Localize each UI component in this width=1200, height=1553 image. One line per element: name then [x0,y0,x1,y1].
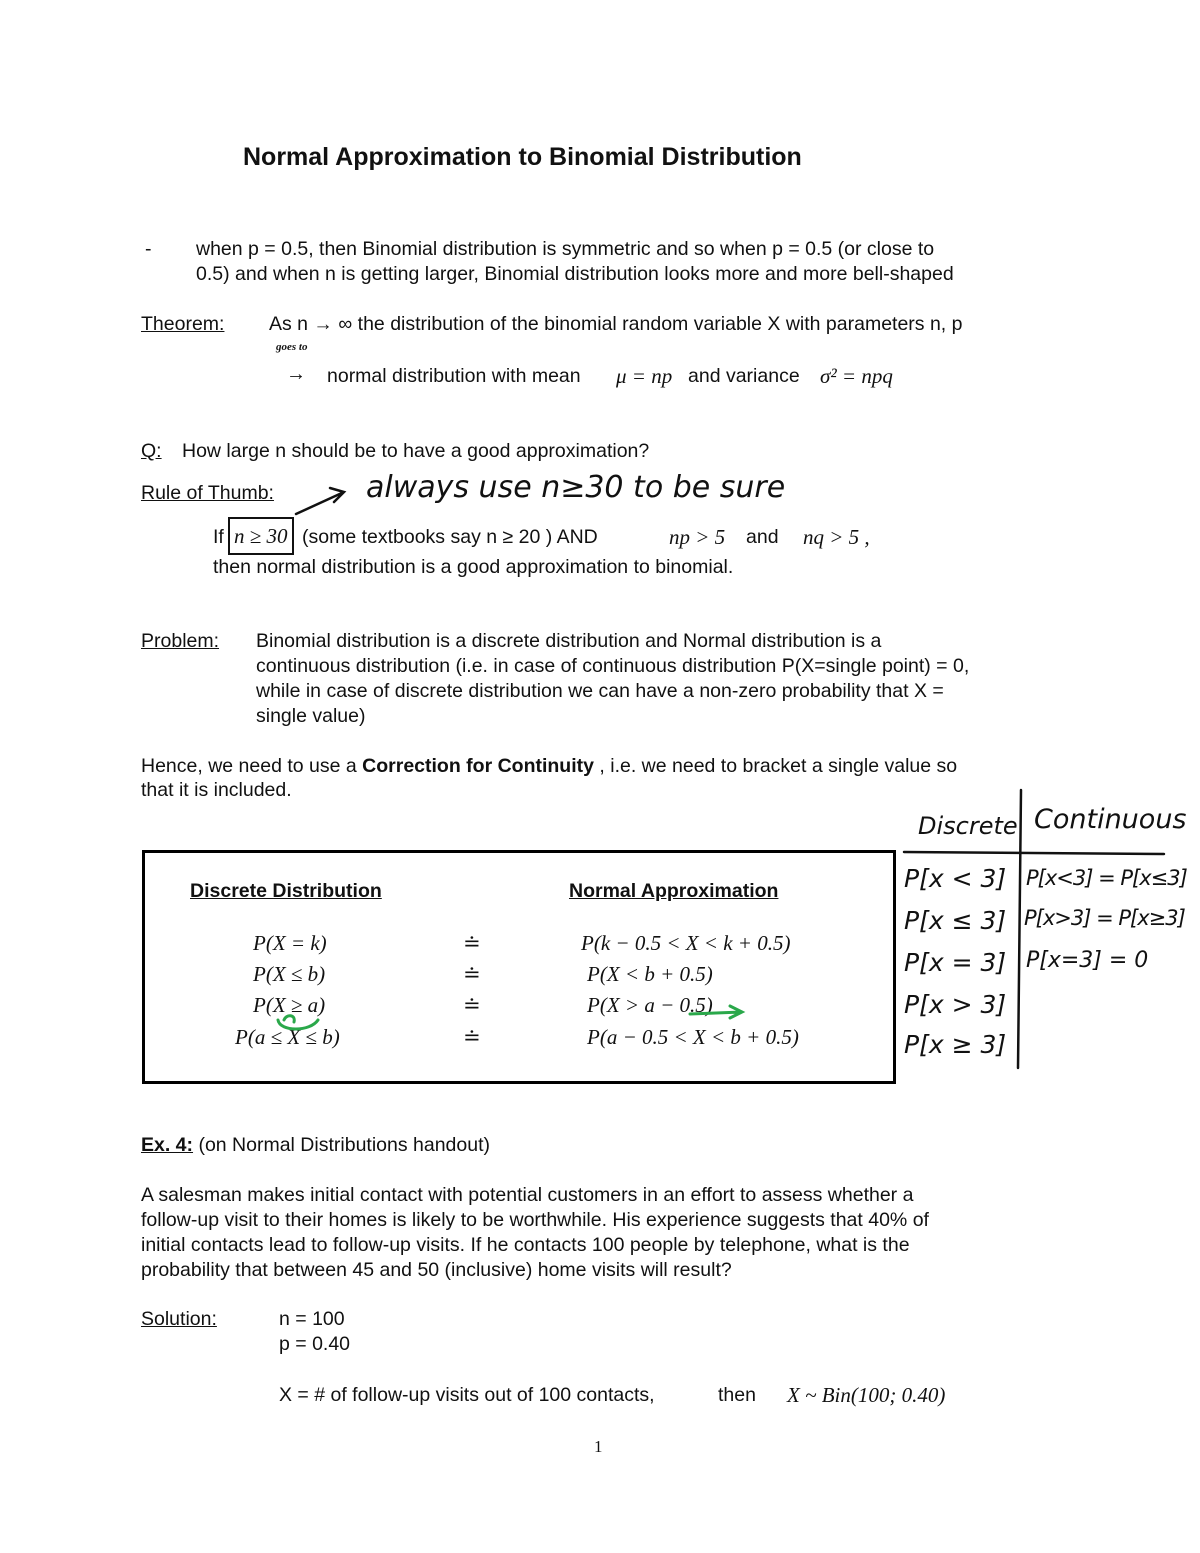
side-header-discrete: Discrete [918,812,1018,840]
rule-if: If [213,526,224,548]
theorem-line-2-prefix: normal distribution with mean [327,365,581,387]
boxed-condition: n ≥ 30 [228,517,294,555]
hence-line-2: that it is included. [141,779,292,801]
bullet-dash: - [145,238,152,260]
approx-symbol-3: ≐ [463,993,481,1017]
example-line-4: probability that between 45 and 50 (inclusive) home visits will result? [141,1259,732,1281]
table-right-row-2: P(X < b + 0.5) [587,962,713,986]
bullet-line-1: when p = 0.5, then Binomial distribution is symmetric and so when p = 0.5 (or close to [196,238,935,260]
example-label-note: (on Normal Distributions handout) [193,1134,490,1156]
table-right-row-3: P(X > a − 0.5) [587,993,713,1017]
arrow-icon: → [286,363,306,385]
solution-n: n = 100 [279,1308,345,1330]
question-label: Q: [141,440,162,462]
green-arrow-annotation-icon [686,1000,750,1022]
page-number: 1 [594,1437,603,1456]
theorem-label: Theorem: [141,313,225,335]
problem-line-3: while in case of discrete distribution we can have a non-zero probability that X = [256,680,944,702]
hence-line-1 [141,755,957,778]
example-line-2: follow-up visit to their homes is likely to be worthwhile. His experience suggests that 40% of [141,1209,929,1231]
rule-label: Rule of Thumb: [141,482,274,504]
side-continuous-1: P[x<3] = P[x≤3] [1026,866,1187,890]
approx-symbol-4: ≐ [463,1025,481,1049]
side-continuous-2: P[x>3] = P[x≥3] [1024,906,1185,930]
theorem-line-2-mid: and variance [688,365,800,387]
example-line-1: A salesman makes initial contact with potential customers in an effort to assess whether a [141,1184,914,1206]
approx-symbol-2: ≐ [463,962,481,986]
problem-line-2: continuous distribution (i.e. in case of continuous distribution P(X=single point) = 0, [256,655,970,677]
handwritten-arrow-icon [292,482,352,522]
theorem-variance: σ² = npq [820,364,893,388]
problem-line-1: Binomial distribution is a discrete distribution and Normal distribution is a [256,630,882,652]
hence-pre: Hence, we need to use a [141,755,363,777]
problem-line-4: single value) [256,705,366,727]
green-circle-annotation-icon [270,1010,330,1034]
rule-middle: (some textbooks say n ≥ 20 ) AND [302,526,598,548]
table-right-row-4: P(a − 0.5 < X < b + 0.5) [587,1025,799,1049]
table-header-left: Discrete Distribution [190,880,382,902]
hence-post: , i.e. we need to bracket a single value so [593,755,958,777]
table-left-row-2: P(X ≤ b) [253,962,326,986]
side-discrete-2: P[x ≤ 3] [904,906,1007,935]
rule-line-2: then normal distribution is a good approximation to binomial. [213,556,734,578]
table-right-row-1: P(k − 0.5 < X < k + 0.5) [581,931,791,955]
problem-label: Problem: [141,630,220,652]
goes-to-note: goes to [276,341,308,353]
table-left-row-4: P(a ≤ X ≤ b) [235,1025,340,1049]
theorem-mean: μ = np [616,364,673,388]
solution-label: Solution: [141,1308,217,1330]
rule-and: and [746,526,779,548]
side-header-continuous: Continuous [1034,804,1187,835]
approx-symbol-1: ≐ [463,931,481,955]
side-discrete-3: P[x = 3] [904,948,1007,977]
hence-bold: Correction for Continuity [362,755,594,777]
page-title: Normal Approximation to Binomial Distribution [243,143,802,171]
example-line-3: initial contacts lead to follow-up visits. If he contacts 100 people by telephone, what is the [141,1234,910,1256]
question-text: How large n should be to have a good approximation? [182,440,650,462]
table-header-right: Normal Approximation [569,880,779,902]
table-left-row-3: P(X ≥ a) [253,993,326,1017]
table-left-row-1: P(X = k) [253,931,327,955]
rule-nq: nq > 5 , [803,525,870,549]
solution-p: p = 0.40 [279,1333,351,1355]
side-discrete-5: P[x ≥ 3] [904,1030,1007,1059]
bullet-line-2: 0.5) and when n is getting larger, Binomial distribution looks more and more bell-shaped [196,263,954,285]
theorem-line-1: As n → ∞ the distribution of the binomial random variable X with parameters n, p [269,313,963,335]
side-discrete-4: P[x > 3] [904,990,1007,1019]
example-label: Ex. 4: [141,1134,194,1156]
solution-distribution: X ~ Bin(100; 0.40) [787,1383,946,1407]
side-discrete-1: P[x < 3] [904,864,1007,893]
handwritten-note: always use n≥30 to be sure [366,470,786,505]
solution-x-definition: X = # of follow-up visits out of 100 contacts, [279,1384,655,1406]
example-heading [141,1134,490,1157]
rule-np: np > 5 [669,525,726,549]
side-continuous-3: P[x=3] = 0 [1026,948,1149,973]
solution-then: then [718,1384,756,1406]
